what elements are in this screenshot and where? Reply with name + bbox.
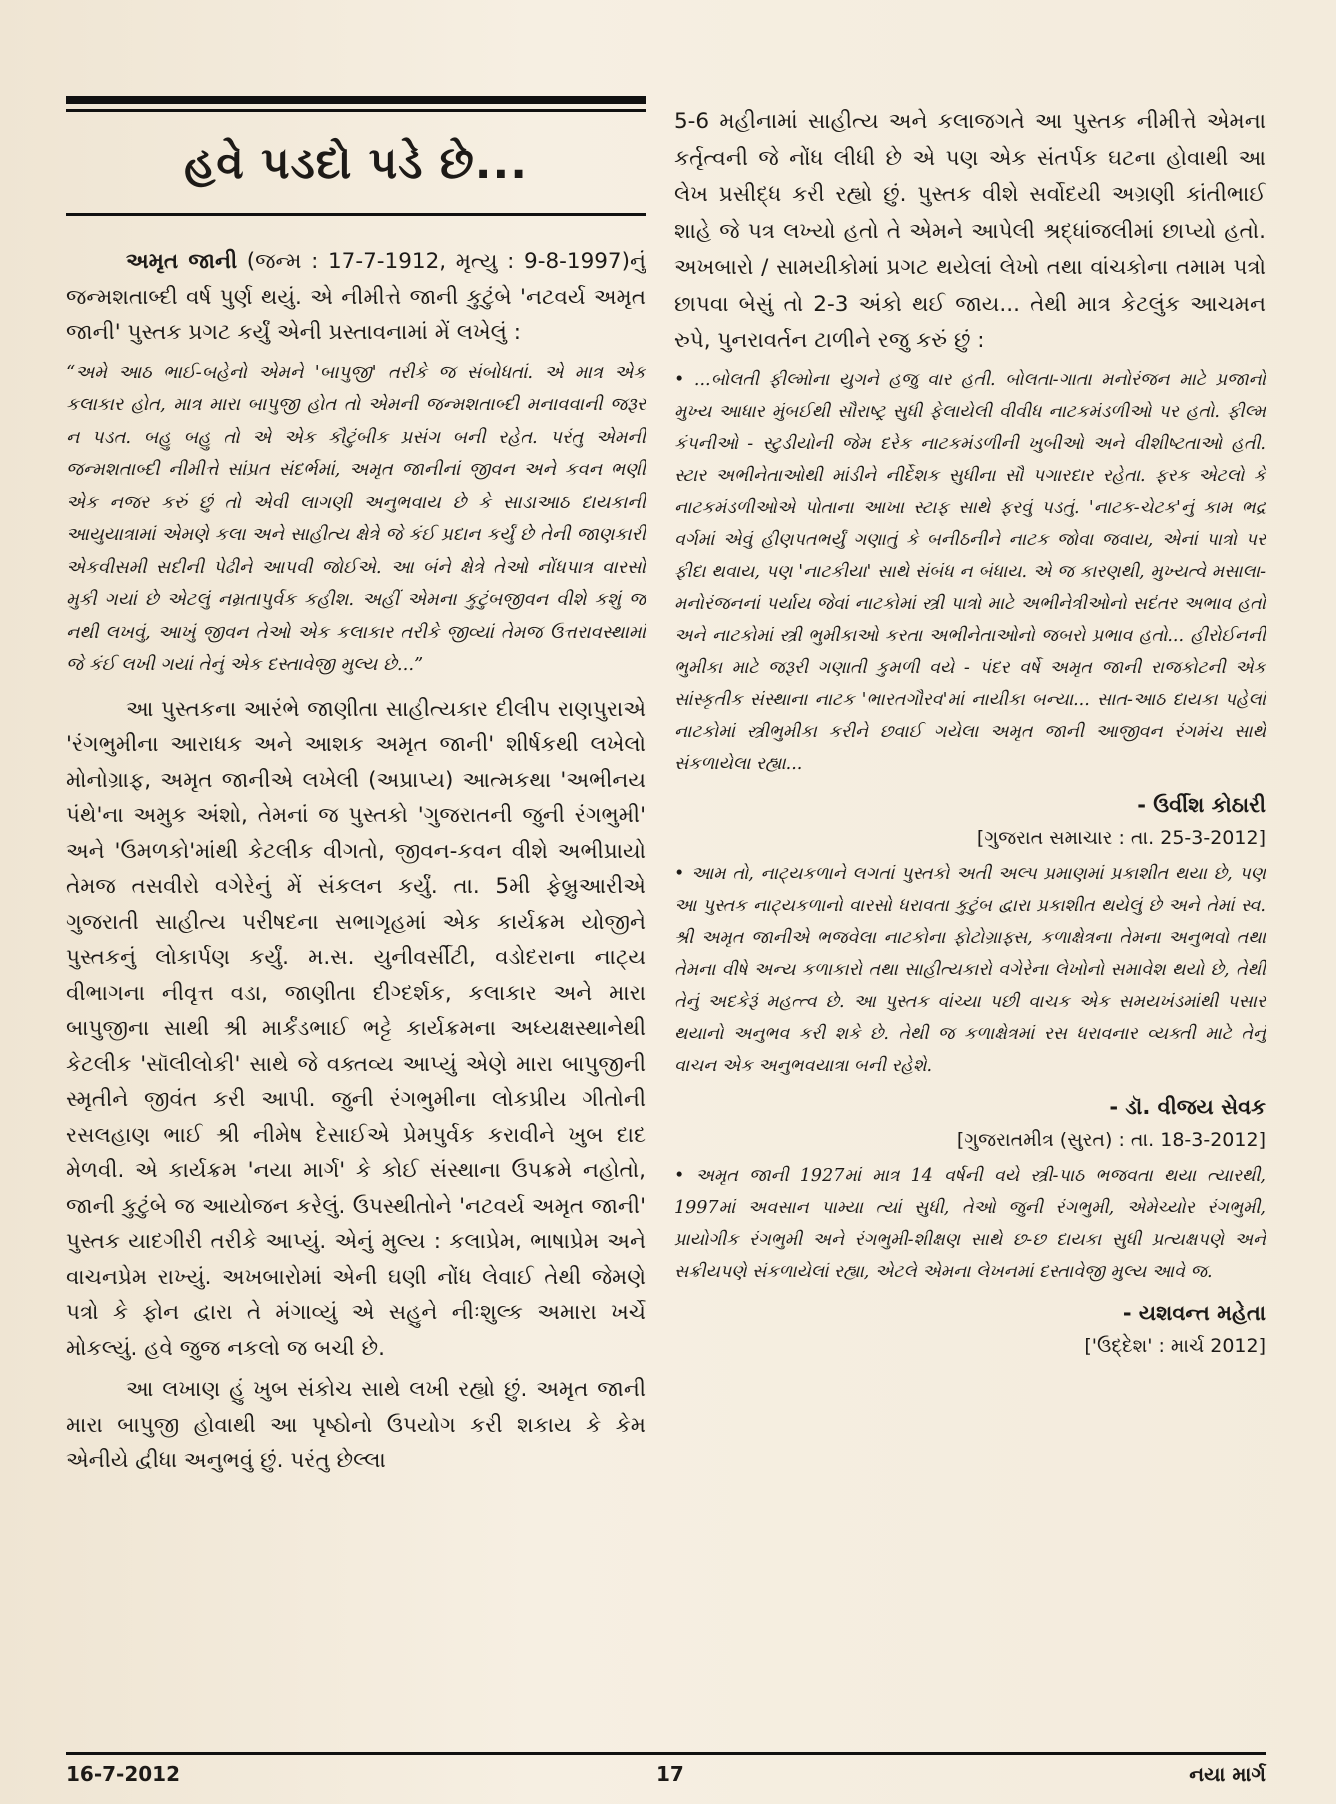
intro-text: (જન્મ : 17-7-1912, મૃત્યુ : 9-8-1997)નું જન્મશતાબ્દી વર્ષ પુર્ણ થયું. એ નીમીત્તે જાની કુટુંબે 'નટવર્ય અમૃત જાની' પુસ્તક પ્રગટ કર્યું એની પ્રસ્તાવનામાં મેં લખેલું : [66, 249, 646, 345]
lead-name: અમૃત જાની [126, 249, 238, 274]
right-column [674, 104, 1266, 1736]
page-number: 17 [656, 1762, 684, 1786]
page-footer [66, 1762, 1266, 1794]
left-column [66, 96, 646, 1736]
review-2: • આમ તો, નાટ્યકળાને લગતાં પુસ્તકો અતી અલ્પ પ્રમાણમાં પ્રકાશીત થયા છે, પણ આ પુસ્તક નાટ્યકળાનો વારસો ધરાવતા કુટુંબ દ્વારા પ્રકાશીત થયેલું છે અને તેમાં સ્વ. શ્રી અમૃત જાનીએ ભજવેલા નાટકોના ફોટોગ્રાફ્સ, કળાક્ષેત્રના તેમના અનુભવો તથા તેમના વીષે અન્ય કળાકારો તથા સાહીત્યકારો વગેરેના લેખોનો સમાવેશ થયો છે, તેથી તેનું અદકેરૂં મહત્ત્વ છે. આ પુસ્તક વાંચ્યા પછી વાચક એક સમયખંડમાંથી પસાર થયાનો અનુભવ કરી શકે છે. તેથી જ કળાક્ષેત્રમાં રસ ધરાવનાર વ્યક્તી માટે તેનું વાચન એક અનુભવયાત્રા બની રહેશે. [674, 863, 1266, 1076]
paragraph-3: આ લખાણ હું ખુબ સંકોચ સાથે લખી રહ્યો છું. અમૃત જાની મારા બાપુજી હોવાથી આ પૃષ્ઠોનો ઉપયોગ કરી શકાય કે કેમ એનીયે દ્વીધા અનુભવું છું. પરંતુ છેલ્લા [66, 1377, 646, 1473]
paragraph-4: 5-6 મહીનામાં સાહીત્ય અને કલાજગતે આ પુસ્તક નીમીત્તે એમના કર્તૃત્વની જે નોંધ લીધી છે એ પણ એક સંતર્પક ઘટના હોવાથી આ લેખ પ્રસીદ્ધ કરી રહ્યો છું. પુસ્તક વીશે સર્વોદયી અગ્રણી કાંતીભાઈ શાહે જે પત્ર લખ્યો હતો તે એમને આપેલી શ્રદ્ધાંજલીમાં છાપ્યો હતો. અખબારો / સામયીકોમાં પ્રગટ થયેલાં લેખો તથા વાંચકોના તમામ પત્રો છાપવા બેસું તો 2-3 અંકો થઈ જાય... તેથી માત્ર કેટલુંક આચમન રુપે, પુનરાવર્તન ટાળીને રજુ કરું છું : [674, 109, 1266, 353]
title-rule-bottom [66, 213, 646, 216]
review-3: • અમૃત જાની 1927માં માત્ર 14 વર્ષની વયે સ્ત્રી-પાઠ ભજવતા થયા ત્યારથી, 1997માં અવસાન પામ્યા ત્યાં સુધી, તેઓ જુની રંગભુમી, એમેચ્યોર રંગભુમી, પ્રાયોગીક રંગભુમી અને રંગભુમી-શીક્ષણ સાથે છ-છ દાયકા સુધી પ્રત્યક્ષપણે અને સક્રીયપણે સંકળાયેલાં રહ્યા, એટલે એમના લેખનમાં દસ્તાવેજી મુલ્ય આવે જ. [674, 1165, 1266, 1282]
preface-quote: “અમે આઠ ભાઈ-બહેનો એમને 'બાપુજી' તરીકે જ સંબોધતાં. એ માત્ર એક કલાકાર હોત, માત્ર મારા બાપુજી હોત તો એમની જન્મશતાબ્દી મનાવવાની જરૂર ન પડત. બહુ બહુ તો એ એક કૌટુંબીક પ્રસંગ બની રહેત. પરંતુ એમની જન્મશતાબ્દી નીમીત્તે સાંપ્રત સંદર્ભમાં, અમૃત જાનીનાં જીવન અને કવન ભણી એક નજર કરું છું તો એવી લાગણી અનુભવાય છે કે સાડાઆઠ દાયકાની આયુયાત્રામાં એમણે કલા અને સાહીત્ય ક્ષેત્રે જે કંઈ પ્રદાન કર્યું છે તેની જાણકારી એકવીસમી સદીની પેઢીને આપવી જોઈએ. આ બંને ક્ષેત્રે તેઓ નોંધપાત્ર વારસો મુકી ગયાં છે એટલું નમ્રતાપુર્વક કહીશ. અહીં એમના કુટુંબજીવન વીશે કશું જ નથી લખવું, આખું જીવન તેઓ એક કલાકાર તરીકે જીવ્યાં તેમજ ઉત્તરાવસ્થામાં જે કંઈ લખી ગયાં તેનું એક દસ્તાવેજી મુલ્ય છે...” [66, 361, 646, 675]
title-rule-thin [66, 109, 646, 112]
source-3: ['ઉદ્દેશ' : માર્ચ 2012] [1084, 1334, 1266, 1357]
byline-1: - ઉર્વીશ કોઠારી [1137, 792, 1266, 817]
footer-rule [66, 1752, 1266, 1755]
magazine-name: નયા માર્ગ [1189, 1762, 1266, 1786]
byline-2: - ડૉ. વીજય સેવક [1109, 1094, 1266, 1119]
paragraph-2: આ પુસ્તકના આરંભે જાણીતા સાહીત્યકાર દીલીપ રાણપુરાએ 'રંગભુમીના આરાધક અને આશક અમૃત જાની' શીર્ષકથી લખેલો મોનોગ્રાફ, અમૃત જાનીએ લખેલી (અપ્રાપ્ય) આત્મકથા 'અભીનય પંથે'ના અમુક અંશો, તેમનાં જ પુસ્તકો 'ગુજરાતની જુની રંગભુમી' અને 'ઉમળકો'માંથી કેટલીક વીગતો, જીવન-કવન વીશે અભીપ્રાયો તેમજ તસવીરો વગેરેનું મેં સંકલન કર્યું. તા. 5મી ફેબ્રુઆરીએ ગુજરાતી સાહીત્ય પરીષદના સભાગૃહમાં એક કાર્યક્રમ યોજીને પુસ્તકનું લોકાર્પણ કર્યું. મ.સ. યુનીવર્સીટી, વડોદરાના નાટ્ય વીભાગના નીવૃત્ત વડા, જાણીતા દીગ્દર્શક, કલાકાર અને મારા બાપુજીના સાથી શ્રી માર્કંડભાઈ ભટ્ટે કાર્યક્રમના અધ્યક્ષસ્થાનેથી કેટલીક 'સૉલીલોકી' સાથે જે વક્તવ્ય આપ્યું એણે મારા બાપુજીની સ્મૃતીને જીવંત કરી આપી. જુની રંગભુમીના લોકપ્રીય ગીતોની રસલહાણ ભાઈ શ્રી નીમેષ દેસાઈએ પ્રેમપુર્વક કરાવીને ખુબ દાદ મેળવી. એ કાર્યક્રમ 'નયા માર્ગ' કે કોઈ સંસ્થાના ઉપક્રમે નહોતો, જાની કુટુંબે જ આયોજન કરેલું. ઉપસ્થીતોને 'નટવર્ય અમૃત જાની' પુસ્તક યાદગીરી તરીકે આપ્યું. એનું મુલ્ય : કલાપ્રેમ, ભાષાપ્રેમ અને વાચનપ્રેમ રાખ્યું. અખબારોમાં એની ઘણી નોંધ લેવાઈ તેથી જેમણે પત્રો કે ફોન દ્વારા તે મંગાવ્યું એ સહુને નીઃશુલ્ક અમારા ખર્ચે મોકલ્યું. હવે જુજ નકલો જ બચી છે. [66, 696, 646, 1361]
title-rule-thick [66, 96, 646, 104]
intro-paragraph [66, 244, 646, 351]
footer-date: 16-7-2012 [66, 1762, 181, 1786]
byline-3: - યશવન્ત મહેતા [1122, 1300, 1266, 1325]
source-2: [ગુજરાતમીત્ર (સુરત) : તા. 18-3-2012] [956, 1128, 1266, 1151]
article-title: હવે પડદો પડે છે... [184, 138, 528, 189]
source-1: [ગુજરાત સમાચાર : તા. 25-3-2012] [976, 826, 1266, 849]
review-1: • ...બોલતી ફીલ્મોના યુગને હજુ વાર હતી. બોલતા-ગાતા મનોરંજન માટે પ્રજાનો મુખ્ય આધાર મુંબઈથી સૌરાષ્ટ્ર સુધી ફેલાયેલી વીવીધ નાટકમંડળીઓ પર હતો. ફીલ્મ કંપનીઓ - સ્ટુડીયોની જેમ દરેક નાટકમંડળીની ખુબીઓ અને વીશીષ્ટતાઓ હતી. સ્ટાર અભીનેતાઓથી માંડીને નીર્દેશક સુધીના સૌ પગારદાર રહેતા. ફરક એટલો કે નાટકમંડળીઓએ પોતાના આખા સ્ટાફ સાથે ફરવું પડતું. 'નાટક-ચેટક'નું કામ ભદ્ર વર્ગમાં એવું હીણપતભર્યું ગણાતું કે બનીઠનીને નાટક જોવા જવાય, એનાં પાત્રો પર ફીદા થવાય, પણ 'નાટકીયા' સાથે સંબંધ ન બંધાય. એ જ કારણથી, મુખ્યત્વે મસાલા-મનોરંજનનાં પર્યાય જેવાં નાટકોમાં સ્ત્રી પાત્રો માટે અભીનેત્રીઓનો સદંતર અભાવ હતો અને નાટકોમાં સ્ત્રી ભુમીકાઓ કરતા અભીનેતાઓનો જબરો પ્રભાવ હતો... હીરોઈનની ભુમીકા માટે જરૂરી ગણાતી કુમળી વયે - પંદર વર્ષે અમૃત જાની રાજકોટની એક સાંસ્કૃતીક સંસ્થાના નાટક 'ભારતગૌરવ'માં નાયીકા બન્યા... સાત-આઠ દાયકા પહેલાં નાટકોમાં સ્ત્રીભુમીકા કરીને છવાઈ ગયેલા અમૃત જાની આજીવન રંગમંચ સાથે સંકળાયેલા રહ્યા... [674, 369, 1266, 774]
